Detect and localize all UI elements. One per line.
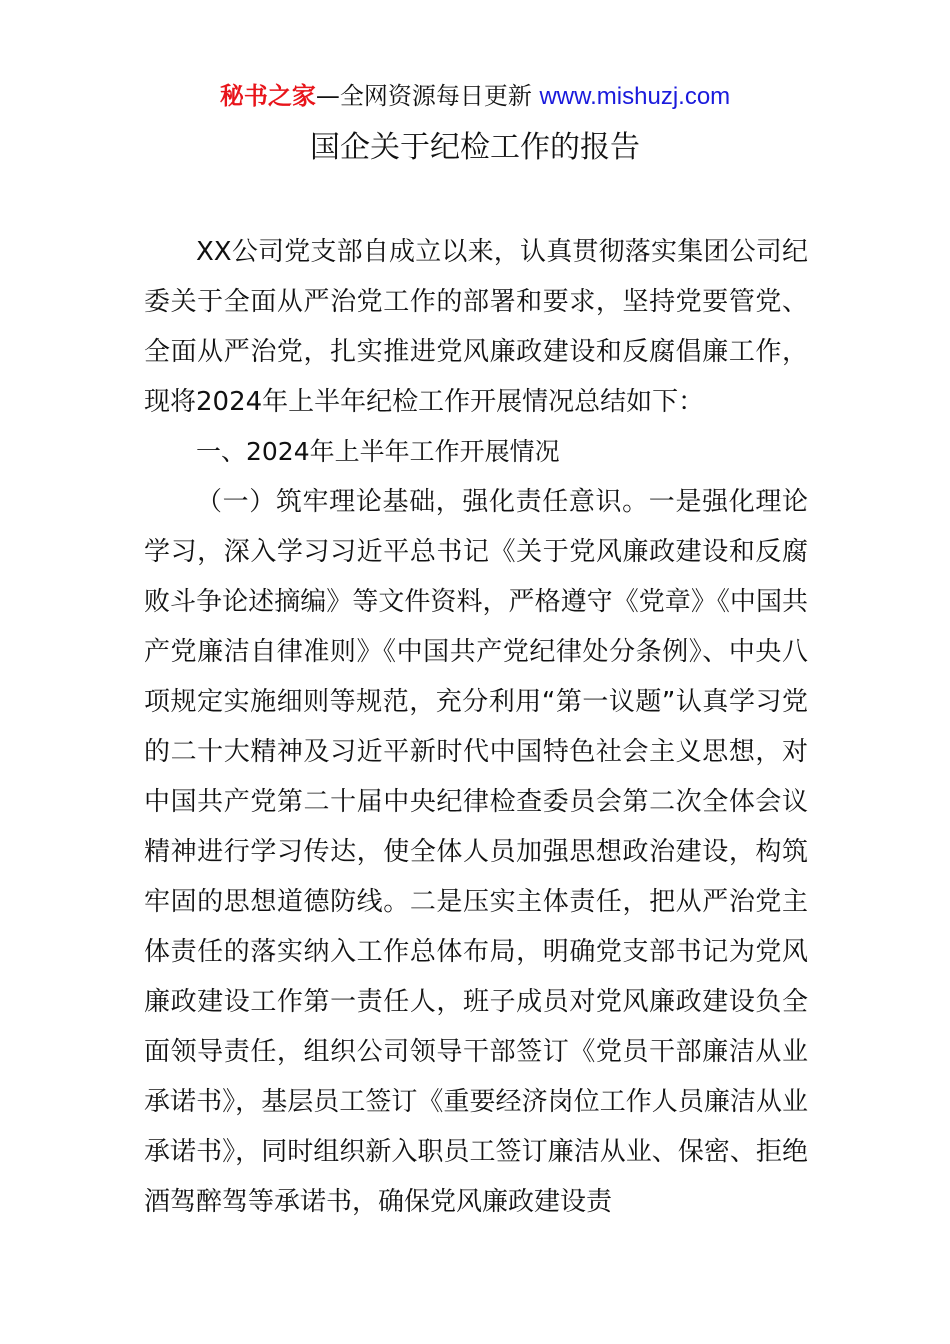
site-url-link[interactable]: www.mishuzj.com bbox=[539, 83, 731, 110]
header-tagline: —全网资源每日更新 bbox=[315, 82, 540, 110]
document-title: 国企关于纪检工作的报告 bbox=[310, 130, 640, 165]
section-heading-1: 一、2024年上半年工作开展情况 bbox=[196, 437, 560, 466]
document-body bbox=[144, 227, 808, 1227]
brand-name: 秘书之家 bbox=[219, 82, 316, 110]
site-header bbox=[0, 80, 950, 113]
section-1-paragraph: （一）筑牢理论基础，强化责任意识。一是强化理论学习，深入学习习近平总书记《关于党风廉政建设和反腐败斗争论述摘编》等文件资料，严格遵守《党章》《中国共产党廉洁自律准则》《中国共产党纪律处分条例》、中央八项规定实施细则等规范，充分利用“第一议题”认真学习党的二十大精神及习近平新时代中国特色社会主义思想，对中国共产党第二十届中央纪律检查委员会第二次全体会议精神进行学习传达，使全体人员加强思想政治建设，构筑牢固的思想道德防线。二是压实主体责任，把从严治党主体责任的落实纳入工作总体布局，明确党支部书记为党风廉政建设工作第一责任人，班子成员对党风廉政建设负全面领导责任，组织公司领导干部签订《党员干部廉洁从业承诺书》，基层员工签订《重要经济岗位工作人员廉洁从业承诺书》，同时组织新入职员工签订廉洁从业、保密、拒绝酒驾醉驾等承诺书，确保党风廉政建设责 bbox=[144, 487, 808, 1217]
intro-paragraph: XX公司党支部自成立以来，认真贯彻落实集团公司纪委关于全面从严治党工作的部署和要求，坚持党要管党、全面从严治党，扎实推进党风廉政建设和反腐倡廉工作，现将2024年上半年纪检工作开展情况总结如下： bbox=[144, 237, 808, 417]
